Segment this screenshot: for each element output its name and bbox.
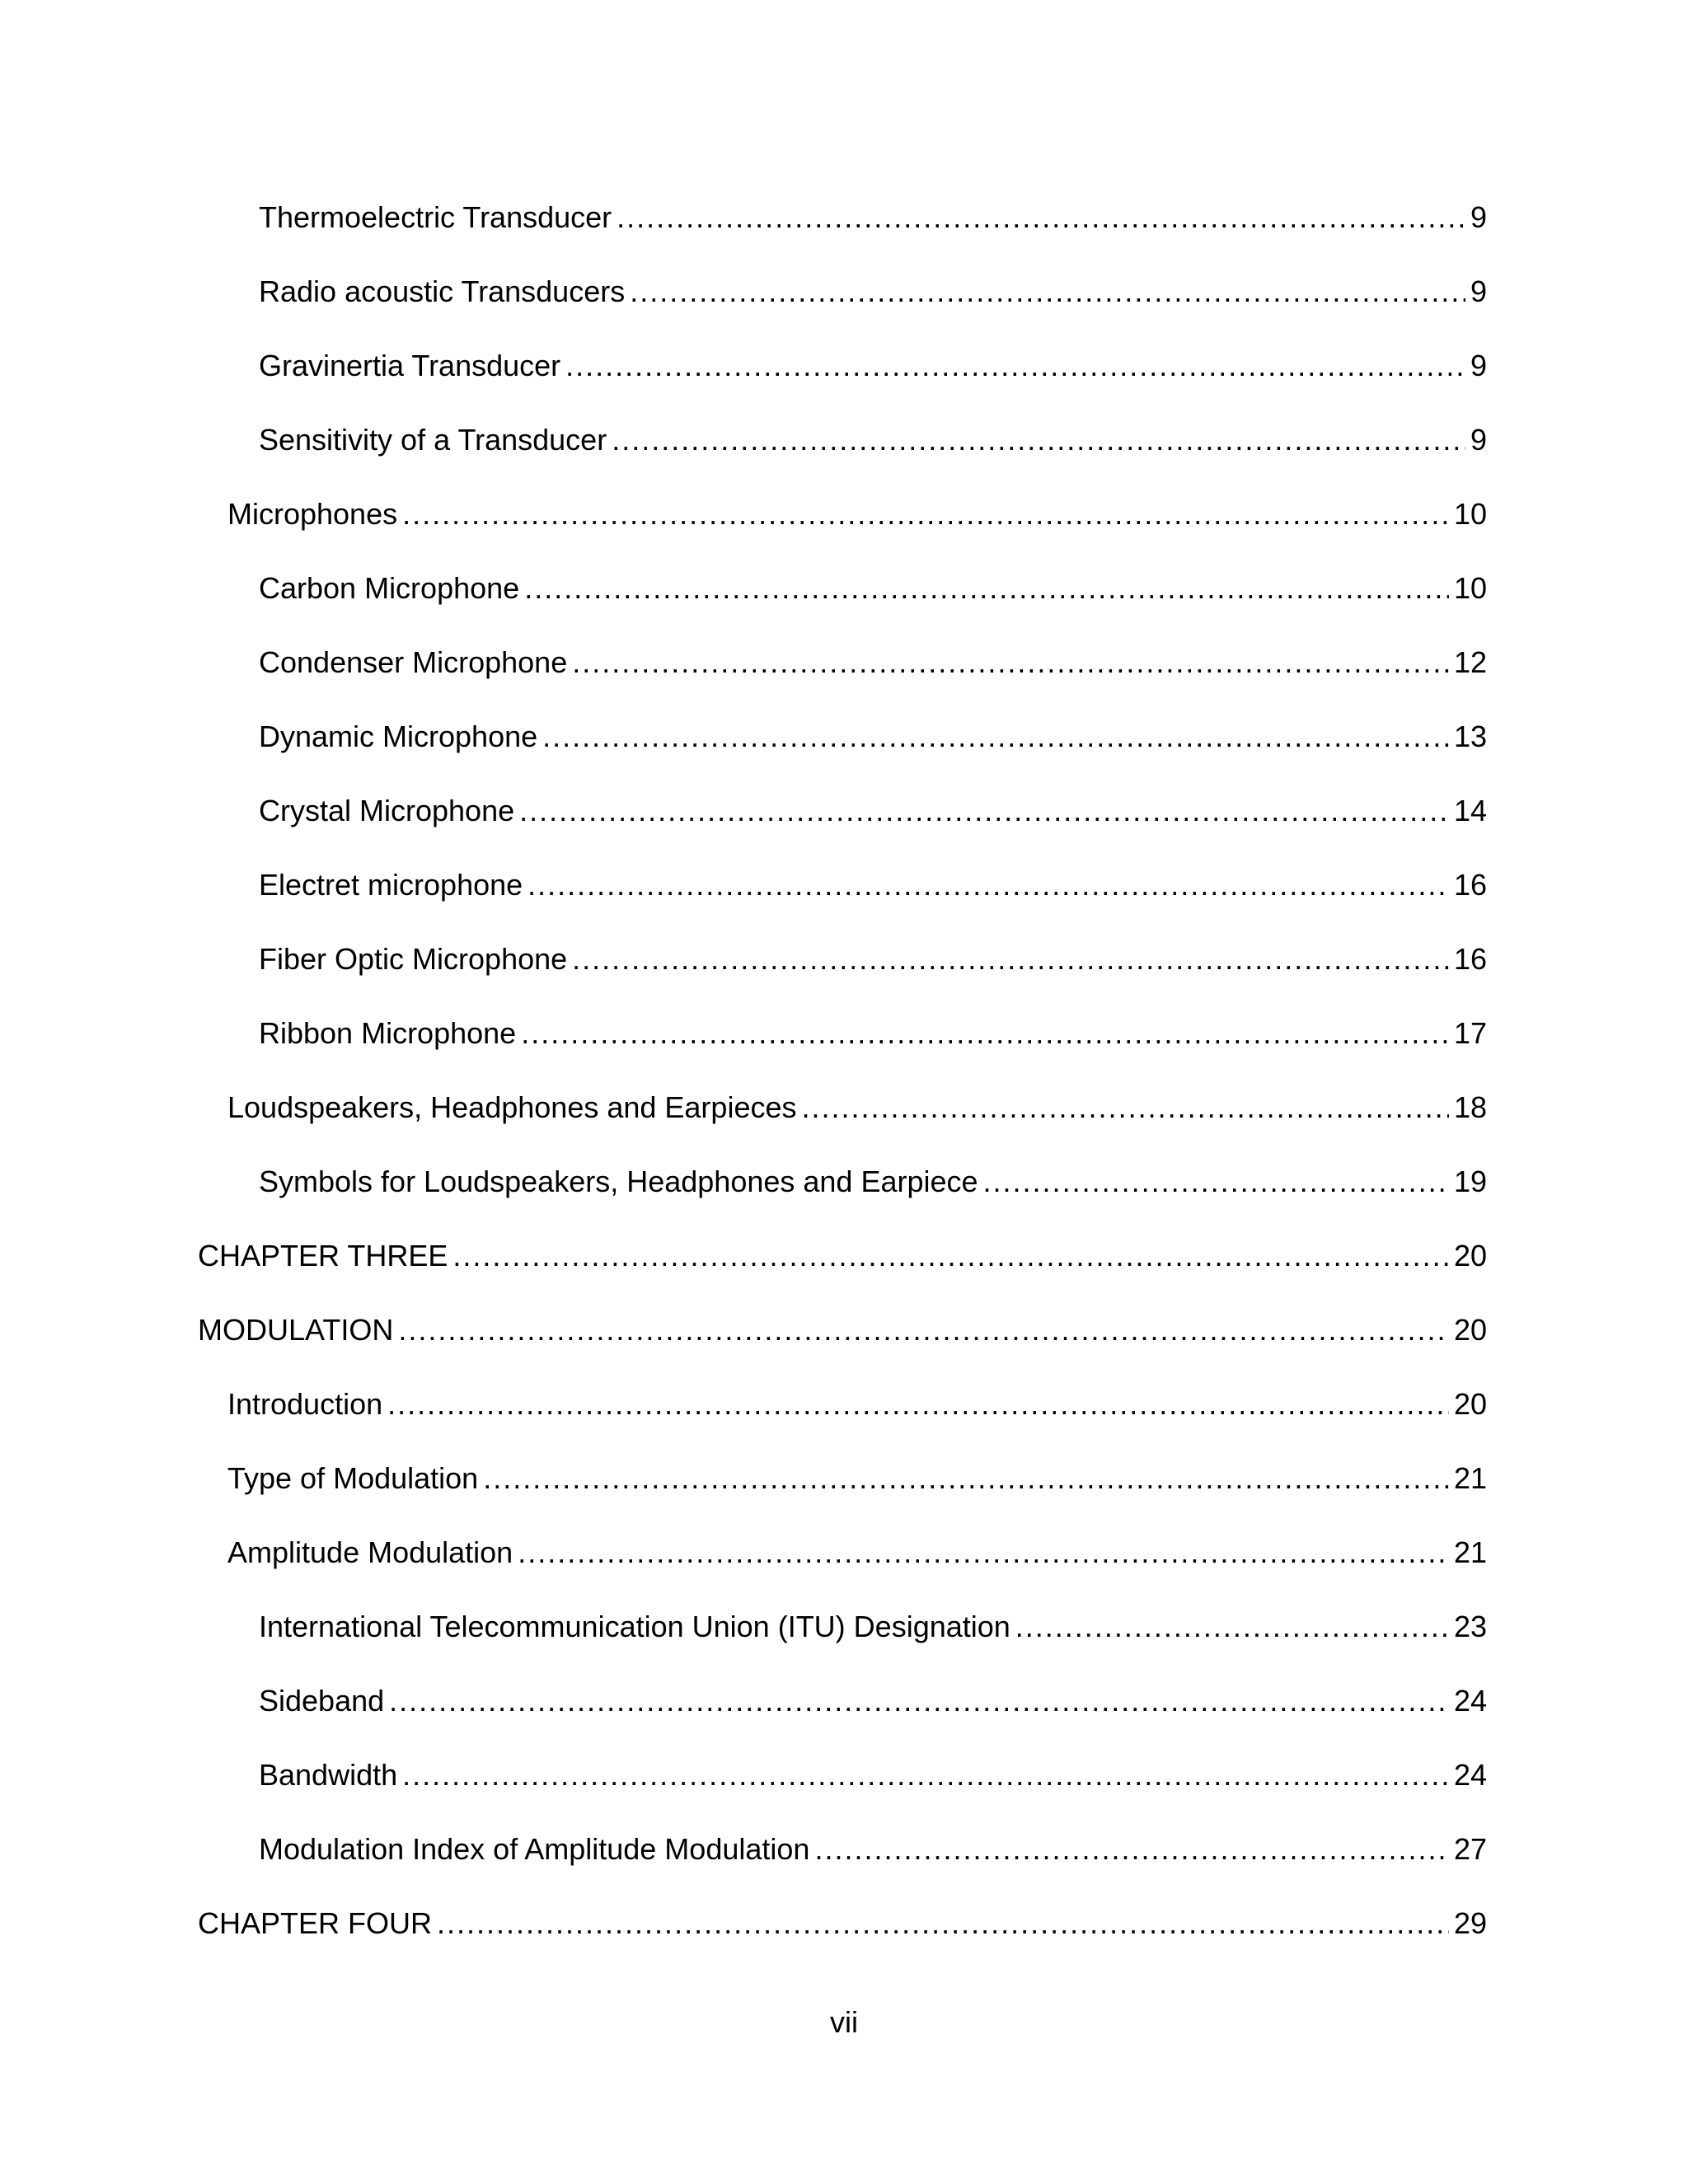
- toc-entry-title: Loudspeakers, Headphones and Earpieces: [227, 1090, 797, 1124]
- toc-entry-page-number: 18: [1453, 1090, 1487, 1124]
- toc-entry[interactable]: [198, 641, 1487, 715]
- toc-entry[interactable]: [198, 1383, 1487, 1457]
- toc-dot-leader: [802, 1086, 1449, 1129]
- toc-entry[interactable]: [198, 790, 1487, 864]
- toc-entry[interactable]: [198, 1605, 1487, 1680]
- toc-entry-page-number: 16: [1453, 942, 1487, 976]
- toc-entry[interactable]: [198, 1754, 1487, 1828]
- toc-entry-page-number: 21: [1453, 1535, 1487, 1569]
- toc-entry-title: Symbols for Loudspeakers, Headphones and Earpiece: [259, 1165, 978, 1198]
- toc-dot-leader: [387, 1383, 1449, 1426]
- toc-dot-leader: [398, 1309, 1449, 1352]
- toc-entry[interactable]: [198, 715, 1487, 790]
- toc-dot-leader: [572, 641, 1449, 684]
- toc-entry[interactable]: [198, 1680, 1487, 1754]
- table-of-contents: [198, 196, 1487, 1976]
- toc-dot-leader: [572, 938, 1449, 981]
- toc-entry-title: Sensitivity of a Transducer: [259, 423, 607, 457]
- toc-entry[interactable]: [198, 1235, 1487, 1309]
- toc-entry-page-number: 29: [1453, 1906, 1487, 1940]
- toc-dot-leader: [518, 1531, 1449, 1574]
- toc-dot-leader: [1015, 1605, 1449, 1648]
- toc-dot-leader: [612, 419, 1465, 462]
- toc-dot-leader: [483, 1457, 1449, 1500]
- toc-entry-page-number: 27: [1453, 1832, 1487, 1866]
- toc-entry-title: CHAPTER FOUR: [198, 1906, 433, 1940]
- toc-dot-leader: [630, 270, 1465, 313]
- toc-entry-title: Type of Modulation: [227, 1461, 479, 1495]
- toc-dot-leader: [565, 344, 1465, 387]
- toc-entry-title: Thermoelectric Transducer: [259, 200, 612, 234]
- toc-entry[interactable]: [198, 419, 1487, 493]
- toc-entry-title: Dynamic Microphone: [259, 719, 538, 753]
- toc-entry[interactable]: [198, 1160, 1487, 1235]
- toc-entry[interactable]: [198, 196, 1487, 270]
- toc-entry-title: Radio acoustic Transducers: [259, 274, 626, 308]
- toc-entry-title: Microphones: [227, 497, 398, 531]
- toc-entry-page-number: 24: [1453, 1684, 1487, 1718]
- toc-entry[interactable]: [198, 1531, 1487, 1605]
- toc-entry-page-number: 20: [1453, 1313, 1487, 1347]
- page-number: vii: [830, 2005, 858, 2039]
- toc-entry-title: Amplitude Modulation: [227, 1535, 513, 1569]
- toc-entry[interactable]: [198, 493, 1487, 567]
- toc-entry-page-number: 19: [1453, 1165, 1487, 1198]
- toc-entry-page-number: 9: [1470, 423, 1487, 457]
- toc-entry[interactable]: [198, 1309, 1487, 1383]
- toc-entry-page-number: 10: [1453, 571, 1487, 605]
- toc-entry-title: Fiber Optic Microphone: [259, 942, 568, 976]
- toc-entry-title: Gravinertia Transducer: [259, 349, 561, 382]
- toc-entry-title: Electret microphone: [259, 868, 523, 902]
- toc-entry[interactable]: [198, 1012, 1487, 1086]
- toc-entry[interactable]: [198, 938, 1487, 1012]
- toc-entry-page-number: 21: [1453, 1461, 1487, 1495]
- toc-entry-page-number: 20: [1453, 1387, 1487, 1421]
- toc-entry-page-number: 9: [1470, 274, 1487, 308]
- toc-entry-page-number: 9: [1470, 200, 1487, 234]
- toc-dot-leader: [524, 567, 1449, 610]
- toc-entry-page-number: 12: [1453, 645, 1487, 679]
- toc-entry[interactable]: [198, 344, 1487, 419]
- toc-entry-title: Carbon Microphone: [259, 571, 520, 605]
- toc-entry[interactable]: [198, 1828, 1487, 1902]
- toc-entry-page-number: 10: [1453, 497, 1487, 531]
- toc-dot-leader: [452, 1235, 1449, 1277]
- toc-entry-title: Introduction: [227, 1387, 383, 1421]
- toc-entry-title: Sideband: [259, 1684, 385, 1718]
- toc-dot-leader: [389, 1680, 1449, 1722]
- toc-entry-page-number: 17: [1453, 1016, 1487, 1050]
- toc-entry[interactable]: [198, 864, 1487, 938]
- toc-dot-leader: [983, 1160, 1449, 1203]
- toc-entry-page-number: 23: [1453, 1610, 1487, 1643]
- toc-entry-page-number: 16: [1453, 868, 1487, 902]
- toc-entry-title: Bandwidth: [259, 1758, 398, 1792]
- toc-dot-leader: [402, 493, 1449, 536]
- toc-entry-title: Crystal Microphone: [259, 794, 515, 827]
- toc-entry-page-number: 9: [1470, 349, 1487, 382]
- toc-dot-leader: [528, 864, 1449, 907]
- toc-entry[interactable]: [198, 1086, 1487, 1160]
- toc-dot-leader: [814, 1828, 1449, 1871]
- toc-entry-title: International Telecommunication Union (ITU) Designation: [259, 1610, 1010, 1643]
- toc-entry-title: CHAPTER THREE: [198, 1239, 448, 1272]
- toc-dot-leader: [617, 196, 1465, 239]
- toc-dot-leader: [521, 1012, 1449, 1055]
- toc-dot-leader: [519, 790, 1449, 832]
- toc-entry[interactable]: [198, 1457, 1487, 1531]
- toc-entry-title: Ribbon Microphone: [259, 1016, 517, 1050]
- toc-entry-title: MODULATION: [198, 1313, 394, 1347]
- toc-dot-leader: [402, 1754, 1449, 1797]
- toc-entry[interactable]: [198, 567, 1487, 641]
- toc-entry[interactable]: [198, 270, 1487, 344]
- toc-entry[interactable]: [198, 1902, 1487, 1976]
- toc-dot-leader: [437, 1902, 1449, 1945]
- toc-entry-title: Condenser Microphone: [259, 645, 568, 679]
- toc-dot-leader: [542, 715, 1449, 758]
- toc-entry-page-number: 14: [1453, 794, 1487, 827]
- toc-entry-title: Modulation Index of Amplitude Modulation: [259, 1832, 810, 1866]
- toc-entry-page-number: 20: [1453, 1239, 1487, 1272]
- toc-entry-page-number: 24: [1453, 1758, 1487, 1792]
- toc-entry-page-number: 13: [1453, 719, 1487, 753]
